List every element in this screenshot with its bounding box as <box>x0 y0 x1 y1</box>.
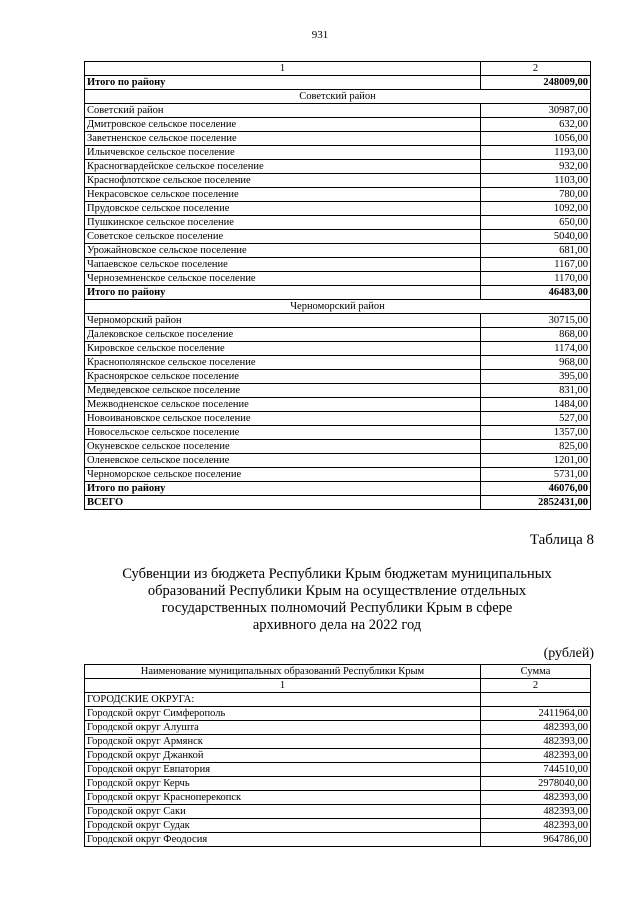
table-row <box>85 398 591 412</box>
row-name: Урожайновское сельское поселение <box>85 244 481 258</box>
row-value: 30715,00 <box>481 314 591 328</box>
archive-subventions-table <box>84 664 591 847</box>
table-row <box>85 805 591 819</box>
allocation-table-continued <box>84 61 591 510</box>
heading-line: Субвенции из бюджета Республики Крым бюджетам муниципальных <box>122 566 552 582</box>
row-value: 868,00 <box>481 328 591 342</box>
table-row <box>85 174 591 188</box>
row-value: 482393,00 <box>481 819 591 833</box>
row-name: Межводненское сельское поселение <box>85 398 481 412</box>
column-number-1: 1 <box>85 62 481 76</box>
row-name: Городской округ Армянск <box>85 735 481 749</box>
section-row <box>85 90 591 104</box>
heading-line: образований Республики Крым на осуществление отдельных <box>147 583 527 599</box>
row-name: Черноморский район <box>85 314 481 328</box>
row-value: 482393,00 <box>481 735 591 749</box>
row-value: 681,00 <box>481 244 591 258</box>
row-value: 964786,00 <box>481 833 591 847</box>
row-value: 482393,00 <box>481 791 591 805</box>
row-value: 744510,00 <box>481 763 591 777</box>
table-row <box>85 819 591 833</box>
page-number: 931 <box>311 29 329 41</box>
table-row <box>85 258 591 272</box>
table-row <box>85 384 591 398</box>
table-row <box>85 188 591 202</box>
row-name: Черноморское сельское поселение <box>85 468 481 482</box>
table-row <box>85 791 591 805</box>
row-value: 1484,00 <box>481 398 591 412</box>
section-title: Советский район <box>85 90 591 104</box>
row-value: 46483,00 <box>481 286 591 300</box>
row-name: Городской округ Евпатория <box>85 763 481 777</box>
row-value: 46076,00 <box>481 482 591 496</box>
table-row <box>85 440 591 454</box>
row-name: Городской округ Симферополь <box>85 707 481 721</box>
row-name: Городской округ Алушта <box>85 721 481 735</box>
row-value: 825,00 <box>481 440 591 454</box>
row-value: 482393,00 <box>481 805 591 819</box>
row-value: 2852431,00 <box>481 496 591 510</box>
row-name: Красноярское сельское поселение <box>85 370 481 384</box>
row-name: Городской округ Судак <box>85 819 481 833</box>
row-value: 1174,00 <box>481 342 591 356</box>
group-row <box>85 693 591 707</box>
table-row <box>85 426 591 440</box>
table-row <box>85 749 591 763</box>
row-value: 650,00 <box>481 216 591 230</box>
section-row <box>85 300 591 314</box>
row-name: ВСЕГО <box>85 496 481 510</box>
row-name: Красногвардейское сельское поселение <box>85 160 481 174</box>
row-value: 1056,00 <box>481 132 591 146</box>
table-row <box>85 412 591 426</box>
row-name: Заветненское сельское поселение <box>85 132 481 146</box>
row-name: Медведевское сельское поселение <box>85 384 481 398</box>
row-value: 248009,00 <box>481 76 591 90</box>
row-value: 831,00 <box>481 384 591 398</box>
row-name: Кировское сельское поселение <box>85 342 481 356</box>
table-row <box>85 118 591 132</box>
row-name: Итого по району <box>85 482 481 496</box>
table-row <box>85 132 591 146</box>
table-heading <box>84 566 590 634</box>
row-value: 395,00 <box>481 370 591 384</box>
table-label: Таблица 8 <box>529 532 594 548</box>
table-row <box>85 328 591 342</box>
row-value: 1170,00 <box>481 272 591 286</box>
table-row <box>85 468 591 482</box>
row-value: 30987,00 <box>481 104 591 118</box>
table-row <box>85 735 591 749</box>
row-value: 968,00 <box>481 356 591 370</box>
table-row <box>85 833 591 847</box>
row-value: 2411964,00 <box>481 707 591 721</box>
column-number-row <box>85 62 591 76</box>
row-name: Итого по району <box>85 286 481 300</box>
row-name: Прудовское сельское поселение <box>85 202 481 216</box>
table-row <box>85 244 591 258</box>
row-name: Городской округ Феодосия <box>85 833 481 847</box>
table-row <box>85 216 591 230</box>
table-row <box>85 272 591 286</box>
row-value: 482393,00 <box>481 749 591 763</box>
row-value: 1092,00 <box>481 202 591 216</box>
row-name: Дмитровское сельское поселение <box>85 118 481 132</box>
table-row <box>85 160 591 174</box>
section-title: Черноморский район <box>85 300 591 314</box>
table-row <box>85 454 591 468</box>
total-row <box>85 76 591 90</box>
table-row <box>85 763 591 777</box>
row-value: 932,00 <box>481 160 591 174</box>
total-row <box>85 286 591 300</box>
row-value: 5731,00 <box>481 468 591 482</box>
row-value: 5040,00 <box>481 230 591 244</box>
table-row <box>85 230 591 244</box>
row-name: Советское сельское поселение <box>85 230 481 244</box>
row-name: Чапаевское сельское поселение <box>85 258 481 272</box>
row-name: Городской округ Джанкой <box>85 749 481 763</box>
table-row <box>85 707 591 721</box>
table-row <box>85 356 591 370</box>
row-name: Далековское сельское поселение <box>85 328 481 342</box>
unit-label: (рублей) <box>543 646 594 661</box>
table-row <box>85 202 591 216</box>
row-name: Городской округ Саки <box>85 805 481 819</box>
heading-line: государственных полномочий Республики Крым в сфере <box>161 600 513 616</box>
column-number-2: 2 <box>481 62 591 76</box>
row-name: Итого по району <box>85 76 481 90</box>
table-row <box>85 777 591 791</box>
row-name: Оленевское сельское поселение <box>85 454 481 468</box>
heading-line: архивного дела на 2022 год <box>252 617 422 633</box>
row-name: Ильичевское сельское поселение <box>85 146 481 160</box>
table-row <box>85 314 591 328</box>
table-row <box>85 342 591 356</box>
row-value: 527,00 <box>481 412 591 426</box>
row-name: Краснофлотское сельское поселение <box>85 174 481 188</box>
row-name: Новоивановское сельское поселение <box>85 412 481 426</box>
row-name: Городской округ Керчь <box>85 777 481 791</box>
row-value: 1357,00 <box>481 426 591 440</box>
row-name: Некрасовское сельское поселение <box>85 188 481 202</box>
table-row <box>85 721 591 735</box>
column-header-sum: Сумма <box>481 665 591 679</box>
column-header-name: Наименование муниципальных образований Республики Крым <box>85 665 481 679</box>
column-number-1: 1 <box>85 679 481 693</box>
row-name: Окуневское сельское поселение <box>85 440 481 454</box>
row-name: Советский район <box>85 104 481 118</box>
total-row <box>85 496 591 510</box>
row-value: 1193,00 <box>481 146 591 160</box>
row-value: 780,00 <box>481 188 591 202</box>
row-name: Городской округ Красноперекопск <box>85 791 481 805</box>
row-value <box>481 693 591 707</box>
row-name: Краснополянское сельское поселение <box>85 356 481 370</box>
column-number-row <box>85 679 591 693</box>
column-number-2: 2 <box>481 679 591 693</box>
row-value: 1167,00 <box>481 258 591 272</box>
row-value: 1103,00 <box>481 174 591 188</box>
row-name: Черноземненское сельское поселение <box>85 272 481 286</box>
row-name: Пушкинское сельское поселение <box>85 216 481 230</box>
row-value: 632,00 <box>481 118 591 132</box>
row-value: 1201,00 <box>481 454 591 468</box>
row-name: ГОРОДСКИЕ ОКРУГА: <box>85 693 481 707</box>
row-value: 482393,00 <box>481 721 591 735</box>
row-name: Новосельское сельское поселение <box>85 426 481 440</box>
total-row <box>85 482 591 496</box>
row-value: 2978040,00 <box>481 777 591 791</box>
column-header-row <box>85 665 591 679</box>
table-row <box>85 370 591 384</box>
table-row <box>85 104 591 118</box>
table-row <box>85 146 591 160</box>
